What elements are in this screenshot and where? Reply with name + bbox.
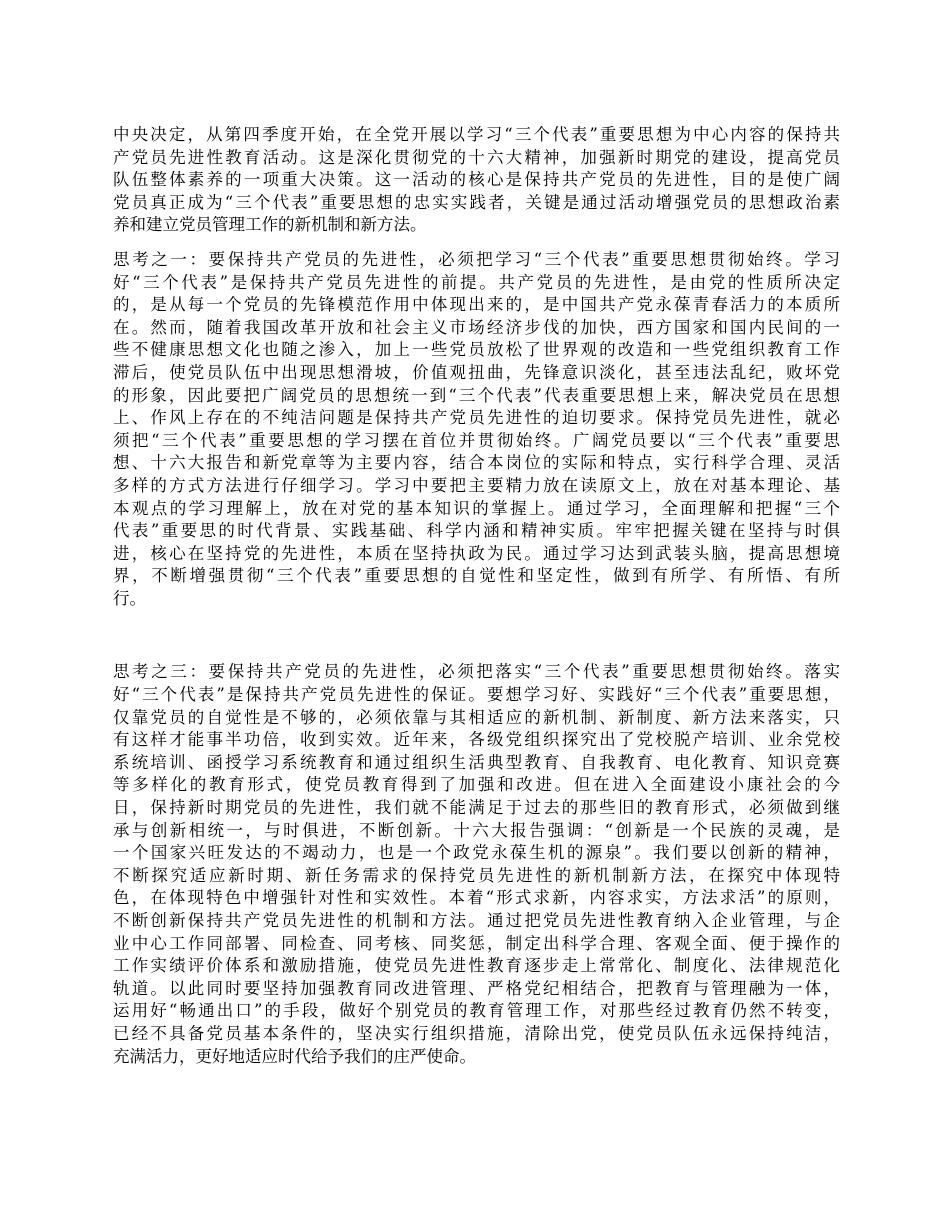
text-line: 的形象，因此要把广阔党员的思想统一到“三个代表”代表重要思想上来，解决党员在思想 — [113, 385, 840, 405]
text-line: 界，不断增强贯彻“三个代表”重要思想的自觉性和坚定性，做到有所学、有所悟、有所 — [113, 566, 840, 586]
paragraph-intro — [113, 124, 840, 237]
text-line: 工作实绩评价体系和激励措施，使党员先进性教育逐步走上常常化、制度化、法律规范化 — [113, 956, 840, 976]
text-line: 些不健康思想文化也随之渗入，加上一些党员放松了世界观的改造和一些党组织教育工作 — [113, 340, 840, 360]
text-line: 有这样才能事半功倍，收到实效。近年来，各级党组织探究出了党校脱产培训、业余党校 — [113, 730, 840, 750]
text-line: 日，保持新时期党员的先进性，我们就不能满足于过去的那些旧的教育形式，必须做到继 — [113, 798, 840, 818]
text-line: 队伍整体素养的一项重大决策。这一活动的核心是保持共产党员的先进性，目的是使广阔 — [113, 170, 840, 190]
text-line: 代表”重要思的时代背景、实践基础、科学内涵和精神实质。牢牢把握关键在坚持与时俱 — [113, 521, 840, 541]
text-line: 等多样化的教育形式，使党员教育得到了加强和改进。但在进入全面建设小康社会的今 — [113, 775, 840, 795]
text-line: 不断创新保持共产党员先进性的机制和方法。通过把党员先进性教育纳入企业管理，与企 — [113, 911, 840, 930]
text-line: 中央决定，从第四季度开始，在全党开展以学习“三个代表”重要思想为中心内容的保持共 — [113, 125, 840, 144]
text-line: 进，核心在坚持党的先进性，本质在坚持执政为民。通过学习达到武装头脑，提高思想境 — [113, 543, 840, 563]
paragraph-gap — [113, 610, 840, 661]
paragraph-reflection-three — [113, 661, 840, 1068]
text-line: 仅靠党员的自觉性是不够的，必须依靠与其相适应的新机制、新制度、新方法来落实，只 — [113, 707, 840, 727]
text-line: 养和建立党员管理工作的新机制和新方法。 — [113, 215, 427, 235]
text-line: 本观点的学习理解上，放在对党的基本知识的掌握上。通过学习，全面理解和把握“三个 — [113, 498, 840, 518]
paragraph-gap — [113, 237, 840, 249]
text-line: 想、十六大报告和新党章等为主要内容，结合本岗位的实际和特点，实行科学合理、灵活 — [113, 453, 840, 473]
text-line: 的，是从每一个党员的先锋模范作用中体现出来的，是中国共产党永葆青春活力的本质所 — [113, 295, 840, 315]
document-page — [113, 124, 840, 1068]
text-line: 一个国家兴旺发达的不竭动力，也是一个政党永葆生机的源泉”。我们要以创新的精神， — [113, 843, 840, 863]
text-line: 轨道。以此同时要坚持加强教育同改进管理、严格党纪相结合，把教育与管理融为一体， — [113, 978, 840, 998]
text-line: 在。然而，随着我国改革开放和社会主义市场经济步伐的加快，西方国家和国内民间的一 — [113, 317, 840, 337]
text-line: 承与创新相统一，与时俱进，不断创新。十六大报告强调：“创新是一个民族的灵魂，是 — [113, 820, 840, 840]
text-line: 运用好“畅通出口”的手段，做好个别党员的教育管理工作，对那些经过教育仍然不转变， — [113, 1001, 840, 1021]
text-line: 思考之三：要保持共产党员的先进性，必须把落实“三个代表”重要思想贯彻始终。落实 — [113, 662, 840, 682]
text-line: 思考之一：要保持共产党员的先进性，必须把学习“三个代表”重要思想贯彻始终。学习 — [113, 249, 840, 269]
text-line: 充满活力，更好地适应时代给予我们的庄严使命。 — [113, 1046, 476, 1066]
text-line: 产党员先进性教育活动。这是深化贯彻党的十六大精神，加强新时期党的建设，提高党员 — [113, 147, 840, 167]
text-line: 党员真正成为“三个代表”重要思想的忠实实践者，关键是通过活动增强党员的思想政治素 — [113, 192, 840, 212]
text-line: 须把“三个代表”重要思想的学习摆在首位并贯彻始终。广阔党员要以“三个代表”重要思 — [113, 430, 840, 450]
text-line: 好“三个代表”是保持共产党员先进性的前提。共产党员的先进性，是由党的性质所决定 — [113, 272, 840, 292]
text-line: 多样的方式方法进行仔细学习。学习中要把主要精力放在读原文上，放在对基本理论、基 — [113, 475, 840, 495]
text-line: 已经不具备党员基本条件的，坚决实行组织措施，清除出党，使党员队伍永远保持纯洁， — [113, 1023, 840, 1043]
text-line: 行。 — [113, 588, 146, 608]
text-line: 业中心工作同部署、同检查、同考核、同奖惩，制定出科学合理、客观全面、便于操作的 — [113, 933, 840, 953]
text-line: 系统培训、函授学习系统教育和通过组织生活典型教育、自我教育、电化教育、知识竞赛 — [113, 752, 840, 772]
paragraph-reflection-one — [113, 249, 840, 611]
text-line: 好“三个代表”是保持共产党员先进性的保证。要想学习好、实践好“三个代表”重要思想， — [113, 685, 840, 705]
text-line: 色，在体现特色中增强针对性和实效性。本着“形式求新，内容求实，方法求活”的原则， — [113, 888, 840, 908]
text-line: 上、作风上存在的不纯洁问题是保持共产党员先进性的迫切要求。保持党员先进性，就必 — [113, 408, 840, 428]
text-line: 滞后，使党员队伍中出现思想滑坡，价值观扭曲，先锋意识淡化，甚至违法乱纪，败坏党 — [113, 362, 840, 382]
text-line: 不断探究适应新时期、新任务需求的保持党员先进性的新机制新方法，在探究中体现特 — [113, 865, 840, 885]
